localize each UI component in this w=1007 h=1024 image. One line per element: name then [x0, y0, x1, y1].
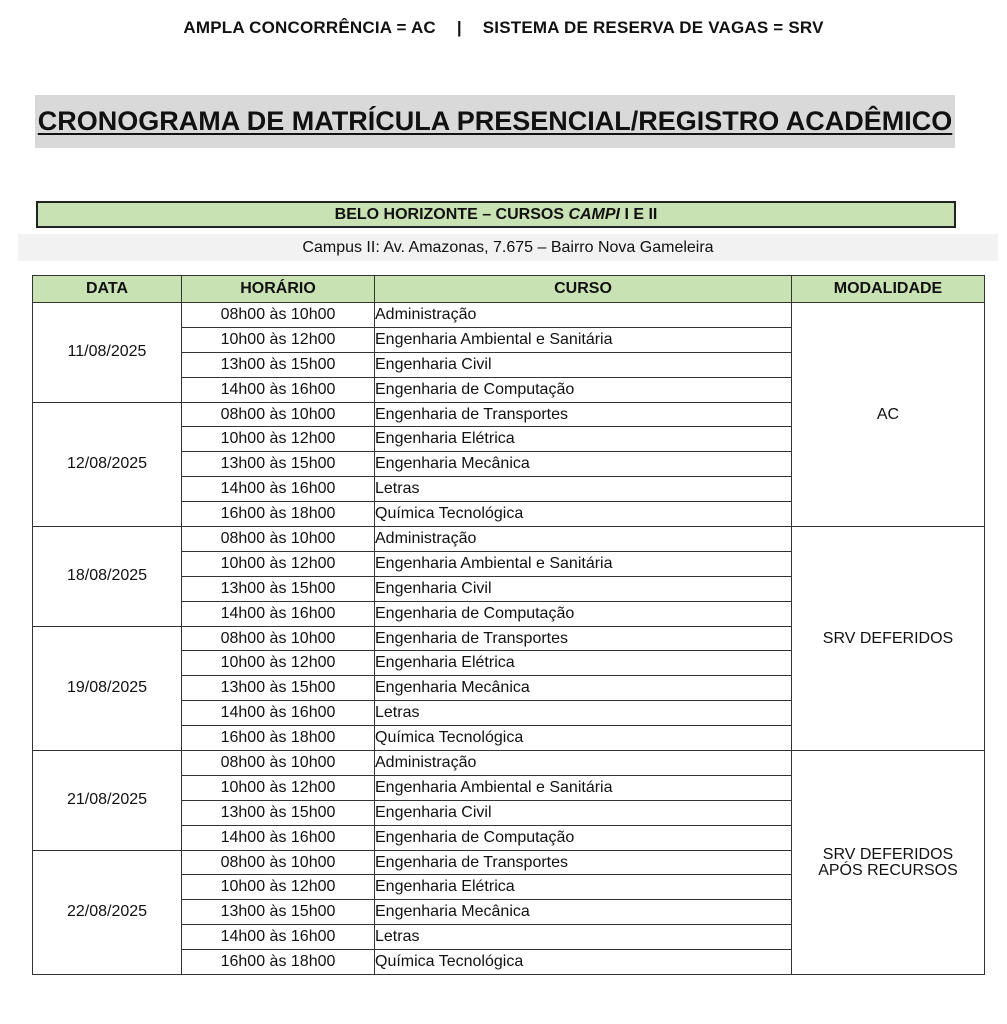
modality-label: SRV DEFERIDOS [822, 845, 954, 863]
course-cell: Engenharia Mecânica [375, 900, 792, 925]
course-cell: Engenharia Civil [375, 800, 792, 825]
region-header [36, 201, 956, 228]
time-cell: 10h00 às 12h00 [182, 427, 375, 452]
page-title: CRONOGRAMA DE MATRÍCULA PRESENCIAL/REGISTRO ACADÊMICO [37, 106, 953, 136]
modality-cell [792, 527, 985, 751]
header-data: DATA [33, 276, 182, 303]
table-row [33, 751, 985, 776]
legend-line [0, 18, 1007, 38]
modality-label: AC [876, 405, 900, 423]
header-curso: CURSO [375, 276, 792, 303]
table-row [33, 303, 985, 328]
date-cell: 11/08/2025 [33, 303, 182, 403]
course-cell: Engenharia de Transportes [375, 626, 792, 651]
course-cell: Engenharia Ambiental e Sanitária [375, 551, 792, 576]
time-cell: 13h00 às 15h00 [182, 676, 375, 701]
time-cell: 14h00 às 16h00 [182, 925, 375, 950]
legend-ac: AMPLA CONCORRÊNCIA = AC [183, 18, 436, 37]
course-cell: Engenharia de Computação [375, 825, 792, 850]
date-cell: 19/08/2025 [33, 626, 182, 750]
header-horario: HORÁRIO [182, 276, 375, 303]
table-row [33, 527, 985, 552]
time-cell: 08h00 às 10h00 [182, 527, 375, 552]
course-cell: Letras [375, 925, 792, 950]
legend-separator: | [456, 18, 462, 37]
course-cell: Engenharia Elétrica [375, 875, 792, 900]
time-cell: 14h00 às 16h00 [182, 825, 375, 850]
time-cell: 13h00 às 15h00 [182, 452, 375, 477]
course-cell: Química Tecnológica [375, 950, 792, 975]
time-cell: 14h00 às 16h00 [182, 377, 375, 402]
course-cell: Engenharia Civil [375, 352, 792, 377]
time-cell: 10h00 às 12h00 [182, 327, 375, 352]
course-cell: Administração [375, 751, 792, 776]
date-cell: 18/08/2025 [33, 527, 182, 627]
time-cell: 10h00 às 12h00 [182, 775, 375, 800]
modality-label: SRV DEFERIDOS [822, 629, 954, 647]
course-cell: Letras [375, 701, 792, 726]
time-cell: 08h00 às 10h00 [182, 626, 375, 651]
region-suffix: I E II [620, 205, 658, 223]
time-cell: 14h00 às 16h00 [182, 477, 375, 502]
course-cell: Engenharia de Transportes [375, 850, 792, 875]
modality-cell [792, 303, 985, 527]
course-cell: Letras [375, 477, 792, 502]
date-cell: 12/08/2025 [33, 402, 182, 526]
region-italic: CAMPI [568, 205, 620, 223]
region-prefix: BELO HORIZONTE – CURSOS [334, 205, 569, 223]
time-cell: 08h00 às 10h00 [182, 850, 375, 875]
course-cell: Química Tecnológica [375, 502, 792, 527]
legend-srv: SISTEMA DE RESERVA DE VAGAS = SRV [482, 18, 824, 37]
header-modalidade: MODALIDADE [792, 276, 985, 303]
course-cell: Administração [375, 527, 792, 552]
time-cell: 16h00 às 18h00 [182, 950, 375, 975]
course-cell: Engenharia Ambiental e Sanitária [375, 775, 792, 800]
course-cell: Engenharia de Computação [375, 601, 792, 626]
campus-address: Campus II: Av. Amazonas, 7.675 – Bairro Nova Gameleira [18, 234, 998, 261]
modality-cell [792, 751, 985, 975]
course-cell: Engenharia Elétrica [375, 427, 792, 452]
time-cell: 13h00 às 15h00 [182, 900, 375, 925]
course-cell: Engenharia Mecânica [375, 676, 792, 701]
time-cell: 10h00 às 12h00 [182, 651, 375, 676]
time-cell: 16h00 às 18h00 [182, 502, 375, 527]
time-cell: 13h00 às 15h00 [182, 352, 375, 377]
time-cell: 08h00 às 10h00 [182, 751, 375, 776]
title-band [35, 95, 955, 148]
time-cell: 08h00 às 10h00 [182, 402, 375, 427]
date-cell: 22/08/2025 [33, 850, 182, 974]
time-cell: 10h00 às 12h00 [182, 551, 375, 576]
modality-label: APÓS RECURSOS [818, 861, 958, 879]
time-cell: 16h00 às 18h00 [182, 726, 375, 751]
course-cell: Química Tecnológica [375, 726, 792, 751]
course-cell: Administração [375, 303, 792, 328]
course-cell: Engenharia de Computação [375, 377, 792, 402]
course-cell: Engenharia Civil [375, 576, 792, 601]
time-cell: 08h00 às 10h00 [182, 303, 375, 328]
schedule-table [32, 275, 985, 975]
course-cell: Engenharia Ambiental e Sanitária [375, 327, 792, 352]
time-cell: 13h00 às 15h00 [182, 576, 375, 601]
time-cell: 13h00 às 15h00 [182, 800, 375, 825]
time-cell: 14h00 às 16h00 [182, 701, 375, 726]
schedule-body [33, 303, 985, 975]
course-cell: Engenharia Elétrica [375, 651, 792, 676]
course-cell: Engenharia Mecânica [375, 452, 792, 477]
course-cell: Engenharia de Transportes [375, 402, 792, 427]
date-cell: 21/08/2025 [33, 751, 182, 851]
table-header-row [33, 276, 985, 303]
time-cell: 10h00 às 12h00 [182, 875, 375, 900]
time-cell: 14h00 às 16h00 [182, 601, 375, 626]
